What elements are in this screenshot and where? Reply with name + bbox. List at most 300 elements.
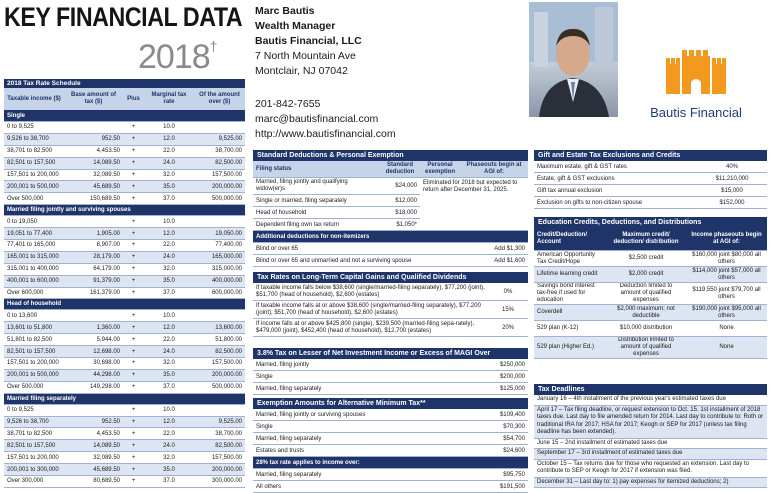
tax-cell: 28,179.00: [64, 251, 123, 263]
castle-icon: [636, 42, 756, 102]
amt-sub-label: All others: [253, 481, 478, 493]
tax-section-title: Married filing separately: [4, 393, 245, 404]
table-row: [534, 337, 767, 359]
edu-cell: $160,000 joint $80,000 all others: [686, 251, 767, 267]
amt-row-label: Estates and trusts: [253, 445, 478, 457]
amt-row-label: Married, filing separately: [253, 433, 478, 445]
city-address: Montclair, NJ 07042: [255, 65, 348, 77]
table-row: [534, 283, 767, 305]
tax-cell: 24.0: [144, 346, 194, 358]
gift-row-value: $11,210,000: [697, 173, 767, 185]
additional-label: Blind or over 65: [253, 243, 460, 255]
phone: 201-842-7655: [255, 98, 321, 110]
tax-cell: 37.0: [144, 287, 194, 299]
advisor-name: Marc Bautis: [255, 5, 315, 17]
tax-cell: 77,400.00: [194, 240, 245, 252]
ltcg-row-rate: 0%: [488, 283, 528, 301]
tax-cell: 51,800.00: [194, 334, 245, 346]
tax-cell: 10.0: [144, 404, 194, 416]
amt-row-value: $109,400: [478, 409, 528, 421]
std-row-label: Head of household: [253, 207, 380, 219]
additional-value: Add $1,600: [460, 255, 528, 267]
tax-cell: 32,089.50: [64, 169, 123, 181]
std-row-label: Single or married, filing separately: [253, 195, 380, 207]
ltcg-table: [253, 283, 528, 337]
tax-cell: 19,051 to 77,400: [4, 228, 64, 240]
tax-cell: +: [123, 133, 144, 145]
tax-cell: +: [123, 428, 144, 440]
tax-cell: 200,001 to 500,000: [4, 181, 64, 193]
company-logo: [636, 42, 756, 122]
amt-row-value: $70,300: [478, 421, 528, 433]
tax-cell: +: [123, 263, 144, 275]
additional-title: Additional deductions for non-itemizers: [253, 231, 528, 243]
std-row-label: Married, filing jointly and qualifying widow(er)s: [253, 178, 380, 195]
tax-cell: 30,698.00: [64, 358, 123, 370]
tax-cell: +: [123, 334, 144, 346]
edu-cell: $2,000 maximum; not deductible: [606, 305, 686, 321]
std-row-value: $24,000: [380, 178, 420, 195]
advisor-photo: [529, 2, 618, 117]
niit-row-value: $250,000: [478, 359, 528, 371]
tax-cell: 8,907.00: [64, 240, 123, 252]
contact-block: [255, 4, 362, 79]
tax-cell: 5,944.00: [64, 334, 123, 346]
tax-cell: 82,501 to 157,500: [4, 346, 64, 358]
tax-cell: 157,500.00: [194, 358, 245, 370]
table-row: [4, 416, 245, 428]
edu-cell: None: [686, 321, 767, 337]
logo-text: Bautis Financial: [650, 105, 742, 120]
tax-cell: +: [123, 476, 144, 488]
tax-cell: 9,525.00: [194, 133, 245, 145]
tax-cell: 12.0: [144, 416, 194, 428]
tax-cell: 952.50: [64, 416, 123, 428]
amt-sub-value: $191,500: [478, 481, 528, 493]
tax-cell: 10.0: [144, 310, 194, 322]
tax-cell: 165,001 to 315,000: [4, 251, 64, 263]
tax-cell: 77,401 to 165,000: [4, 240, 64, 252]
tax-cell: 200,000.00: [194, 369, 245, 381]
edu-header: Credit/Deduction/ Account: [534, 228, 606, 251]
table-row: [534, 321, 767, 337]
tax-cell: [64, 310, 123, 322]
tax-cell: 13,600.00: [194, 322, 245, 334]
table-row: [4, 216, 245, 228]
tax-cell: 32.0: [144, 358, 194, 370]
tax-cell: 12.0: [144, 133, 194, 145]
tax-cell: +: [123, 216, 144, 228]
tax-cell: 200,001 to 300,000: [4, 464, 64, 476]
tax-cell: +: [123, 157, 144, 169]
exemption-note: Eliminated for 2018 but expected to return after December 31, 2025.: [420, 178, 528, 231]
tax-cell: 32.0: [144, 452, 194, 464]
table-row: [4, 310, 245, 322]
standard-deductions-box: [253, 150, 528, 267]
tax-cell: 14,089.50: [64, 157, 123, 169]
niit-row-value: $200,000: [478, 371, 528, 383]
ltcg-row-label: If taxable income falls at or above $38,600 (single/married-filing separately), $77,200 (joint), $51,700 (head of household), $2,600 (estates): [253, 301, 488, 319]
gift-row-label: Exclusion on gifts to non-citizen spouse: [534, 197, 697, 209]
edu-header: Maximum credit/ deduction/ distribution: [606, 228, 686, 251]
amt-sub-label: Married, filing separately: [253, 469, 478, 481]
tax-section-title: Single: [4, 111, 245, 122]
edu-cell: Savings bond interest tax-free if used for education: [534, 283, 606, 305]
tax-cell: [64, 122, 123, 134]
tax-cell: Over 600,000: [4, 287, 64, 299]
tax-cell: +: [123, 169, 144, 181]
table-row: [534, 267, 767, 283]
tax-cell: 45,689.50: [64, 464, 123, 476]
table-row: [4, 240, 245, 252]
tax-cell: 35.0: [144, 369, 194, 381]
edu-cell: $190,000 joint $95,000 all others: [686, 305, 767, 321]
amt-row-label: Married, filing jointly or surviving spouses: [253, 409, 478, 421]
table-row: [4, 464, 245, 476]
table-row: [4, 369, 245, 381]
amt-title: Exemption Amounts for Alternative Minimum Tax**: [253, 398, 528, 409]
tax-header: Of the amount over ($): [194, 88, 245, 111]
ltcg-row-label: If taxable income falls below $38,600 (single/married-filing separately), $77,200 (joint), $51,700 (head of household), $2,600 (estates): [253, 283, 488, 301]
table-row: [4, 275, 245, 287]
tax-section-title: Married filing jointly and surviving spouses: [4, 205, 245, 216]
tax-cell: +: [123, 275, 144, 287]
additional-value: Add $1,300: [460, 243, 528, 255]
tax-cell: 200,000.00: [194, 464, 245, 476]
tax-cell: 45,689.50: [64, 181, 123, 193]
std-header-status: Filing status: [253, 161, 380, 178]
table-row: [4, 358, 245, 370]
tax-cell: 149,298.00: [64, 381, 123, 393]
deadline-item: January 16 – 4th installment of the previous year's estimated taxes due: [534, 395, 767, 406]
tax-cell: 80,689.50: [64, 476, 123, 488]
tax-cell: 82,501 to 157,500: [4, 440, 64, 452]
tax-cell: +: [123, 404, 144, 416]
tax-cell: 157,500.00: [194, 169, 245, 181]
deadline-item: April 17 – Tax filing deadline, or request extension to Oct. 15. 1st installment of 2018 taxes due. Last day to file amended return for 2014. Last day to contribute to: Roth or traditional IRA for 2017; HSA for 2017; Keogh or SEP for 2017 (unless tax filing deadline has been extended).: [534, 406, 767, 439]
deadline-item: December 31 – Last day to: 1) pay expenses for itemized deductions; 2): [534, 478, 767, 489]
table-row: [4, 381, 245, 393]
amt-sub-value: $95,750: [478, 469, 528, 481]
tax-cell: 82,500.00: [194, 346, 245, 358]
tax-cell: 150,689.50: [64, 193, 123, 205]
tax-cell: 51,801 to 82,500: [4, 334, 64, 346]
edu-cell: Coverdell: [534, 305, 606, 321]
std-row-value: $18,000: [380, 207, 420, 219]
tax-cell: +: [123, 122, 144, 134]
tax-cell: [194, 122, 245, 134]
tax-cell: 38,700.00: [194, 145, 245, 157]
tax-cell: 200,001 to 500,000: [4, 369, 64, 381]
table-row: [4, 228, 245, 240]
tax-cell: Over 500,000: [4, 381, 64, 393]
tax-cell: 24.0: [144, 251, 194, 263]
company-name: Bautis Financial, LLC: [255, 35, 362, 47]
tax-cell: 12.0: [144, 322, 194, 334]
tax-cell: 200,000.00: [194, 181, 245, 193]
tax-cell: 32,089.50: [64, 452, 123, 464]
tax-cell: 37.0: [144, 193, 194, 205]
tax-cell: 300,000.00: [194, 476, 245, 488]
niit-box: [253, 348, 528, 395]
tax-cell: [194, 216, 245, 228]
niit-title: 3.8% Tax on Lesser of Net Investment Income or Excess of MAGI Over: [253, 348, 528, 359]
website-link[interactable]: http://www.bautisfinancial.com: [255, 128, 396, 140]
tax-cell: 82,500.00: [194, 440, 245, 452]
tax-cell: [64, 216, 123, 228]
tax-cell: 44,298.00: [64, 369, 123, 381]
tax-cell: Over 300,000: [4, 476, 64, 488]
tax-cell: +: [123, 452, 144, 464]
tax-cell: 91,379.00: [64, 275, 123, 287]
tax-header: Marginal tax rate: [144, 88, 194, 111]
tax-cell: 12,698.00: [64, 346, 123, 358]
tax-cell: 22.0: [144, 334, 194, 346]
tax-cell: +: [123, 240, 144, 252]
tax-cell: 22.0: [144, 240, 194, 252]
tax-header: Plus: [123, 88, 144, 111]
tax-cell: 400,000.00: [194, 275, 245, 287]
niit-row-value: $125,000: [478, 383, 528, 395]
amt-row-value: $54,700: [478, 433, 528, 445]
tax-cell: 157,500.00: [194, 452, 245, 464]
gift-table: [534, 161, 767, 209]
tax-cell: 35.0: [144, 464, 194, 476]
edu-cell: $114,000 joint $57,000 all others: [686, 267, 767, 283]
tax-cell: 35.0: [144, 275, 194, 287]
tax-cell: +: [123, 369, 144, 381]
tax-schedule-title: 2018 Tax Rate Schedule: [4, 79, 245, 88]
gift-title: Gift and Estate Tax Exclusions and Credits: [534, 150, 767, 161]
tax-cell: 22.0: [144, 428, 194, 440]
tax-cell: 1,360.00: [64, 322, 123, 334]
tax-cell: +: [123, 251, 144, 263]
edu-cell: $10,000 distribution: [606, 321, 686, 337]
table-row: [4, 251, 245, 263]
capital-gains-box: [253, 272, 528, 337]
tax-cell: 10.0: [144, 122, 194, 134]
tax-header: Taxable income ($): [4, 88, 64, 111]
tax-cell: 500,000.00: [194, 193, 245, 205]
std-deductions-title: Standard Deductions & Personal Exemption: [253, 150, 528, 161]
table-row: [4, 157, 245, 169]
gift-row-value: $152,000: [697, 197, 767, 209]
tax-cell: 64,179.00: [64, 263, 123, 275]
std-header-phaseouts: Phaseouts begin at AGI of:: [460, 161, 528, 178]
tax-header: Base amount of tax ($): [64, 88, 123, 111]
niit-table: [253, 359, 528, 395]
tax-cell: +: [123, 464, 144, 476]
tax-cell: +: [123, 193, 144, 205]
tax-cell: +: [123, 358, 144, 370]
std-row-label: Dependent filing own tax return: [253, 219, 380, 231]
tax-cell: +: [123, 381, 144, 393]
document-title: KEY FINANCIAL DATA: [4, 2, 243, 32]
table-row: [4, 346, 245, 358]
tax-cell: 12.0: [144, 228, 194, 240]
tax-cell: 952.50: [64, 133, 123, 145]
table-row: [4, 404, 245, 416]
std-header-deduction: Standard deduction: [380, 161, 420, 178]
tax-cell: 500,000.00: [194, 381, 245, 393]
gift-row-label: Estate, gift & GST exclusions: [534, 173, 697, 185]
tax-cell: [194, 310, 245, 322]
table-row: [4, 181, 245, 193]
tax-cell: 32.0: [144, 263, 194, 275]
tax-cell: +: [123, 416, 144, 428]
tax-cell: 13,601 to 51,800: [4, 322, 64, 334]
table-row: [4, 476, 245, 488]
tax-cell: 10.0: [144, 216, 194, 228]
tax-cell: 600,000.00: [194, 287, 245, 299]
edu-cell: $2,000 credit: [606, 267, 686, 283]
edu-cell: Deduction limited to amount of qualified expenses: [606, 283, 686, 305]
tax-cell: 38,701 to 82,500: [4, 145, 64, 157]
edu-cell: $2,500 credit: [606, 251, 686, 267]
edu-cell: None: [686, 337, 767, 359]
tax-cell: 161,379.00: [64, 287, 123, 299]
tax-cell: 315,000.00: [194, 263, 245, 275]
tax-cell: +: [123, 181, 144, 193]
deadline-item: September 17 – 3rd installment of estimated taxes due: [534, 449, 767, 460]
deadline-item: October 15 – Tax returns due for those who requested an extension. Last day to contribute to SEP or Keogh for 2017 if extension was filed.: [534, 460, 767, 478]
edu-cell: 529 plan (Higher Ed.): [534, 337, 606, 359]
niit-row-label: Single: [253, 371, 478, 383]
std-row-value: $12,000: [380, 195, 420, 207]
tax-cell: 22.0: [144, 145, 194, 157]
tax-cell: 24.0: [144, 157, 194, 169]
tax-cell: 14,089.50: [64, 440, 123, 452]
table-row: [534, 251, 767, 267]
advisor-role: Wealth Manager: [255, 20, 336, 32]
tax-cell: 82,501 to 157,500: [4, 157, 64, 169]
tax-cell: 4,453.50: [64, 428, 123, 440]
amt-row-label: Single: [253, 421, 478, 433]
tax-cell: +: [123, 145, 144, 157]
tax-cell: 37.0: [144, 381, 194, 393]
amt-sub-title: 28% tax rate applies to income over:: [253, 457, 528, 469]
tax-cell: 157,501 to 200,000: [4, 452, 64, 464]
amt-box: [253, 398, 528, 493]
tax-cell: 4,453.50: [64, 145, 123, 157]
niit-row-label: Married, filing separately: [253, 383, 478, 395]
tax-cell: 157,501 to 200,000: [4, 169, 64, 181]
tax-cell: 32.0: [144, 169, 194, 181]
std-row-value: $1,050*: [380, 219, 420, 231]
tax-rate-schedule: [4, 79, 245, 488]
tax-cell: [64, 404, 123, 416]
tax-cell: +: [123, 228, 144, 240]
tax-cell: 0 to 13,600: [4, 310, 64, 322]
tax-cell: +: [123, 346, 144, 358]
education-box: [534, 217, 767, 359]
table-row: [4, 145, 245, 157]
std-deductions-table: [253, 161, 528, 267]
tax-cell: 0 to 9,525: [4, 122, 64, 134]
edu-cell: 529 plan (K-12): [534, 321, 606, 337]
edu-cell: Distribution limited to amount of qualified expenses: [606, 337, 686, 359]
gift-row-label: Maximum estate, gift & GST rates: [534, 161, 697, 173]
tax-cell: 37.0: [144, 476, 194, 488]
deadline-item: June 15 – 2nd installment of estimated taxes due: [534, 439, 767, 450]
tax-cell: 315,001 to 400,000: [4, 263, 64, 275]
tax-cell: 9,526 to 38,700: [4, 133, 64, 145]
deadlines-box: [534, 384, 767, 488]
tax-cell: +: [123, 440, 144, 452]
tax-cell: +: [123, 322, 144, 334]
tax-cell: 24.0: [144, 440, 194, 452]
tax-cell: [194, 404, 245, 416]
ltcg-row-label: If income falls at or above $425,800 (single), $239,500 (married-filing sepa-rately), $479,000 (joint), $452,400 (head of household), $12,700 (estates): [253, 319, 488, 337]
tax-section-title: Head of household: [4, 299, 245, 310]
std-header-exemption: Personal exemption: [420, 161, 460, 178]
tax-cell: 157,501 to 200,000: [4, 358, 64, 370]
gift-row-value: $15,000: [697, 185, 767, 197]
email-link[interactable]: marc@bautisfinancial.com: [255, 113, 379, 125]
edu-cell: $119,550 joint $79,700 all others: [686, 283, 767, 305]
street-address: 7 North Mountain Ave: [255, 50, 356, 62]
tax-cell: 9,525.00: [194, 416, 245, 428]
edu-cell: American Opportunity Tax Credit/Hope: [534, 251, 606, 267]
gift-row-label: Gift tax annual exclusion: [534, 185, 697, 197]
document-year: 2018†: [138, 38, 217, 76]
tax-cell: 1,905.00: [64, 228, 123, 240]
ltcg-row-rate: 20%: [488, 319, 528, 337]
tax-cell: 0 to 19,050: [4, 216, 64, 228]
tax-schedule-table: [4, 88, 245, 488]
tax-cell: +: [123, 310, 144, 322]
table-row: [4, 428, 245, 440]
education-table: [534, 228, 767, 359]
amt-table: [253, 409, 528, 493]
edu-header: Income phaseouts begin at AGI of:: [686, 228, 767, 251]
table-row: [4, 169, 245, 181]
ltcg-row-rate: 15%: [488, 301, 528, 319]
tax-cell: 400,001 to 600,000: [4, 275, 64, 287]
contact-details: [255, 97, 396, 142]
education-title: Education Credits, Deductions, and Distributions: [534, 217, 767, 228]
edu-cell: Lifetime learning credit: [534, 267, 606, 283]
amt-row-value: $24,600: [478, 445, 528, 457]
tax-cell: 35.0: [144, 181, 194, 193]
table-row: [4, 263, 245, 275]
ltcg-title: Tax Rates on Long-Term Capital Gains and Qualified Dividends: [253, 272, 528, 283]
gift-estate-box: [534, 150, 767, 209]
gift-row-value: 40%: [697, 161, 767, 173]
table-row: [4, 334, 245, 346]
table-row: [4, 452, 245, 464]
tax-cell: 0 to 9,525: [4, 404, 64, 416]
tax-cell: Over 500,000: [4, 193, 64, 205]
tax-cell: 19,050.00: [194, 228, 245, 240]
table-row: [4, 122, 245, 134]
deadlines-title: Tax Deadlines: [534, 384, 767, 395]
table-row: [4, 193, 245, 205]
additional-label: Blind or over 65 and unmarried and not a surviving spouse: [253, 255, 460, 267]
table-row: [4, 287, 245, 299]
table-row: [4, 322, 245, 334]
tax-cell: 9,526 to 38,700: [4, 416, 64, 428]
table-row: [4, 133, 245, 145]
tax-cell: 165,000.00: [194, 251, 245, 263]
table-row: [534, 305, 767, 321]
niit-row-label: Married, filing jointly: [253, 359, 478, 371]
tax-cell: 38,701 to 82,500: [4, 428, 64, 440]
tax-cell: 38,700.00: [194, 428, 245, 440]
table-row: [4, 440, 245, 452]
tax-cell: +: [123, 287, 144, 299]
tax-cell: 82,500.00: [194, 157, 245, 169]
